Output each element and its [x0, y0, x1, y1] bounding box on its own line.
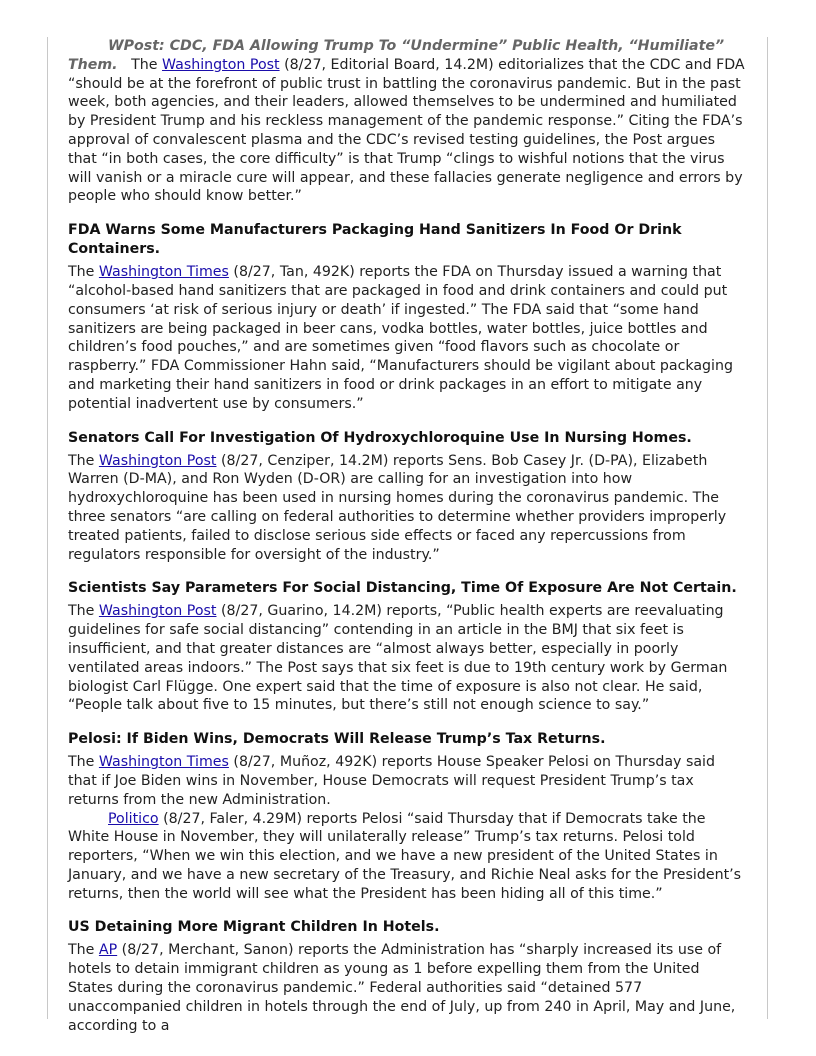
item-headline: FDA Warns Some Manufacturers Packaging Hand Sanitizers In Food Or Drink Containers.: [68, 222, 682, 258]
paragraph-pre: The: [68, 754, 99, 771]
paragraph-pre: The: [68, 452, 99, 469]
news-item: [68, 579, 748, 715]
item-body: [68, 263, 748, 413]
news-item: [68, 918, 748, 1035]
news-item: [68, 221, 748, 413]
item-headline: US Detaining More Migrant Children In Hotels.: [68, 919, 440, 936]
news-item: [68, 730, 748, 903]
item-paragraph: [68, 452, 748, 565]
paragraph-pre: The: [68, 264, 99, 281]
source-link[interactable]: Politico: [108, 810, 159, 827]
document-content: [68, 37, 748, 1050]
news-item-lead: [68, 37, 748, 206]
item-body: [68, 602, 748, 715]
paragraph-text: (8/27, Faler, 4.29M) reports Pelosi “said Thursday that if Democrats take the White House in November, they will unilaterally release” Trump’s tax returns. Pelosi told reporters, “When we win this election, and we have a new president of the United States in January, and we have a new secretary of the Treasury, and Richie Neal asks for the President’s returns, then the world will see what the President has been hiding all of this time.”: [68, 810, 742, 902]
document-page: [47, 37, 768, 1034]
item-paragraph: [68, 263, 748, 413]
lead-body: (8/27, Editorial Board, 14.2M) editorializes that the CDC and FDA “should be at the forefront of public trust in battling the coronavirus pandemic. But in the past week, both agencies, and their leaders, allowed themselves to be undermined and humiliated by President Trump and his reckless management of the pandemic response.” Citing the FDA’s approval of convalescent plasma and the CDC’s revised testing guidelines, the Post argues that “in both cases, the core difficulty” is that Trump “clings to wishful notions that the virus will vanish or a miracle cure will appear, and these fallacies generate negligence and errors by people who should know better.”: [68, 56, 745, 205]
source-link[interactable]: Washington Post: [98, 452, 217, 469]
item-paragraph: [68, 753, 748, 809]
item-headline: Pelosi: If Biden Wins, Democrats Will Release Trump’s Tax Returns.: [68, 731, 606, 748]
lead-headline: WPost: CDC, FDA Allowing Trump To “Undermine” Public Health, “Humiliate” Them.: [68, 38, 725, 73]
source-link[interactable]: Washington Post: [162, 56, 280, 73]
source-link[interactable]: Washington Times: [98, 754, 229, 771]
lead-pre: The: [131, 56, 163, 73]
item-body: [68, 941, 748, 1035]
item-headline: Scientists Say Parameters For Social Distancing, Time Of Exposure Are Not Certain.: [68, 580, 737, 597]
paragraph-text: (8/27, Merchant, Sanon) reports the Administration has “sharply increased its use of hotels to detain immigrant children as young as 1 before expelling them from the United States during the coronavirus pandemic.” Federal authorities said “detained 577 unaccompanied children in hotels through the end of July, up from 240 in April, May and June, according to a: [68, 942, 736, 1034]
paragraph-text: (8/27, Muñoz, 492K) reports House Speaker Pelosi on Thursday said that if Joe Biden wins in November, House Democrats will request President Trump’s tax returns from the new Administration.: [68, 754, 715, 808]
paragraph-text: (8/27, Tan, 492K) reports the FDA on Thursday issued a warning that “alcohol-based hand sanitizers that are packaged in food and drink containers and could put consumers ‘at risk of serious injury or death’ if ingested.” The FDA said that “some hand sanitizers are being packaged in beer cans, vodka bottles, water bottles, juice bottles and children’s food pouches,” and are sometimes given “food flavors such as chocolate or raspberry.” FDA Commissioner Hahn said, “Manufacturers should be vigilant about packaging and marketing their hand sanitizers in food or drink packages in an effort to mitigate any potential inadvertent use by consumers.”: [68, 264, 734, 412]
item-body: [68, 452, 748, 565]
item-paragraph: [68, 941, 748, 1035]
paragraph-pre: The: [68, 942, 99, 959]
item-headline: Senators Call For Investigation Of Hydroxychloroquine Use In Nursing Homes.: [68, 429, 692, 446]
source-link[interactable]: AP: [98, 942, 118, 959]
news-item: [68, 429, 748, 565]
paragraph-text: (8/27, Cenziper, 14.2M) reports Sens. Bob Casey Jr. (D-PA), Elizabeth Warren (D-MA), and Ron Wyden (D-OR) are calling for an investigation into how hydroxychloroquine has been used in nursing homes during the coronavirus pandemic. The three senators “are calling on federal authorities to determine whether providers improperly treated patients, failed to disclose serious side effects or faced any repercussions from regulators responsible for oversight of the industry.”: [68, 452, 727, 563]
source-link[interactable]: Washington Times: [98, 264, 229, 281]
paragraph-text: (8/27, Guarino, 14.2M) reports, “Public health experts are reevaluating guidelines for safe social distancing” contending in an article in the BMJ that six feet is insufficient, and that greater distances are “almost always better, especially in poorly ventilated areas indoors.” The Post says that six feet is due to 19th century work by German biologist Carl Flügge. One expert said that the time of exposure is also not clear. He said, “People talk about five to 15 minutes, but there’s still not enough science to say.”: [68, 603, 728, 714]
item-body: [68, 753, 748, 903]
lead-paragraph: [68, 37, 748, 206]
item-paragraph: [68, 602, 748, 715]
item-paragraph: [68, 810, 748, 904]
paragraph-pre: The: [68, 603, 99, 620]
source-link[interactable]: Washington Post: [98, 603, 217, 620]
